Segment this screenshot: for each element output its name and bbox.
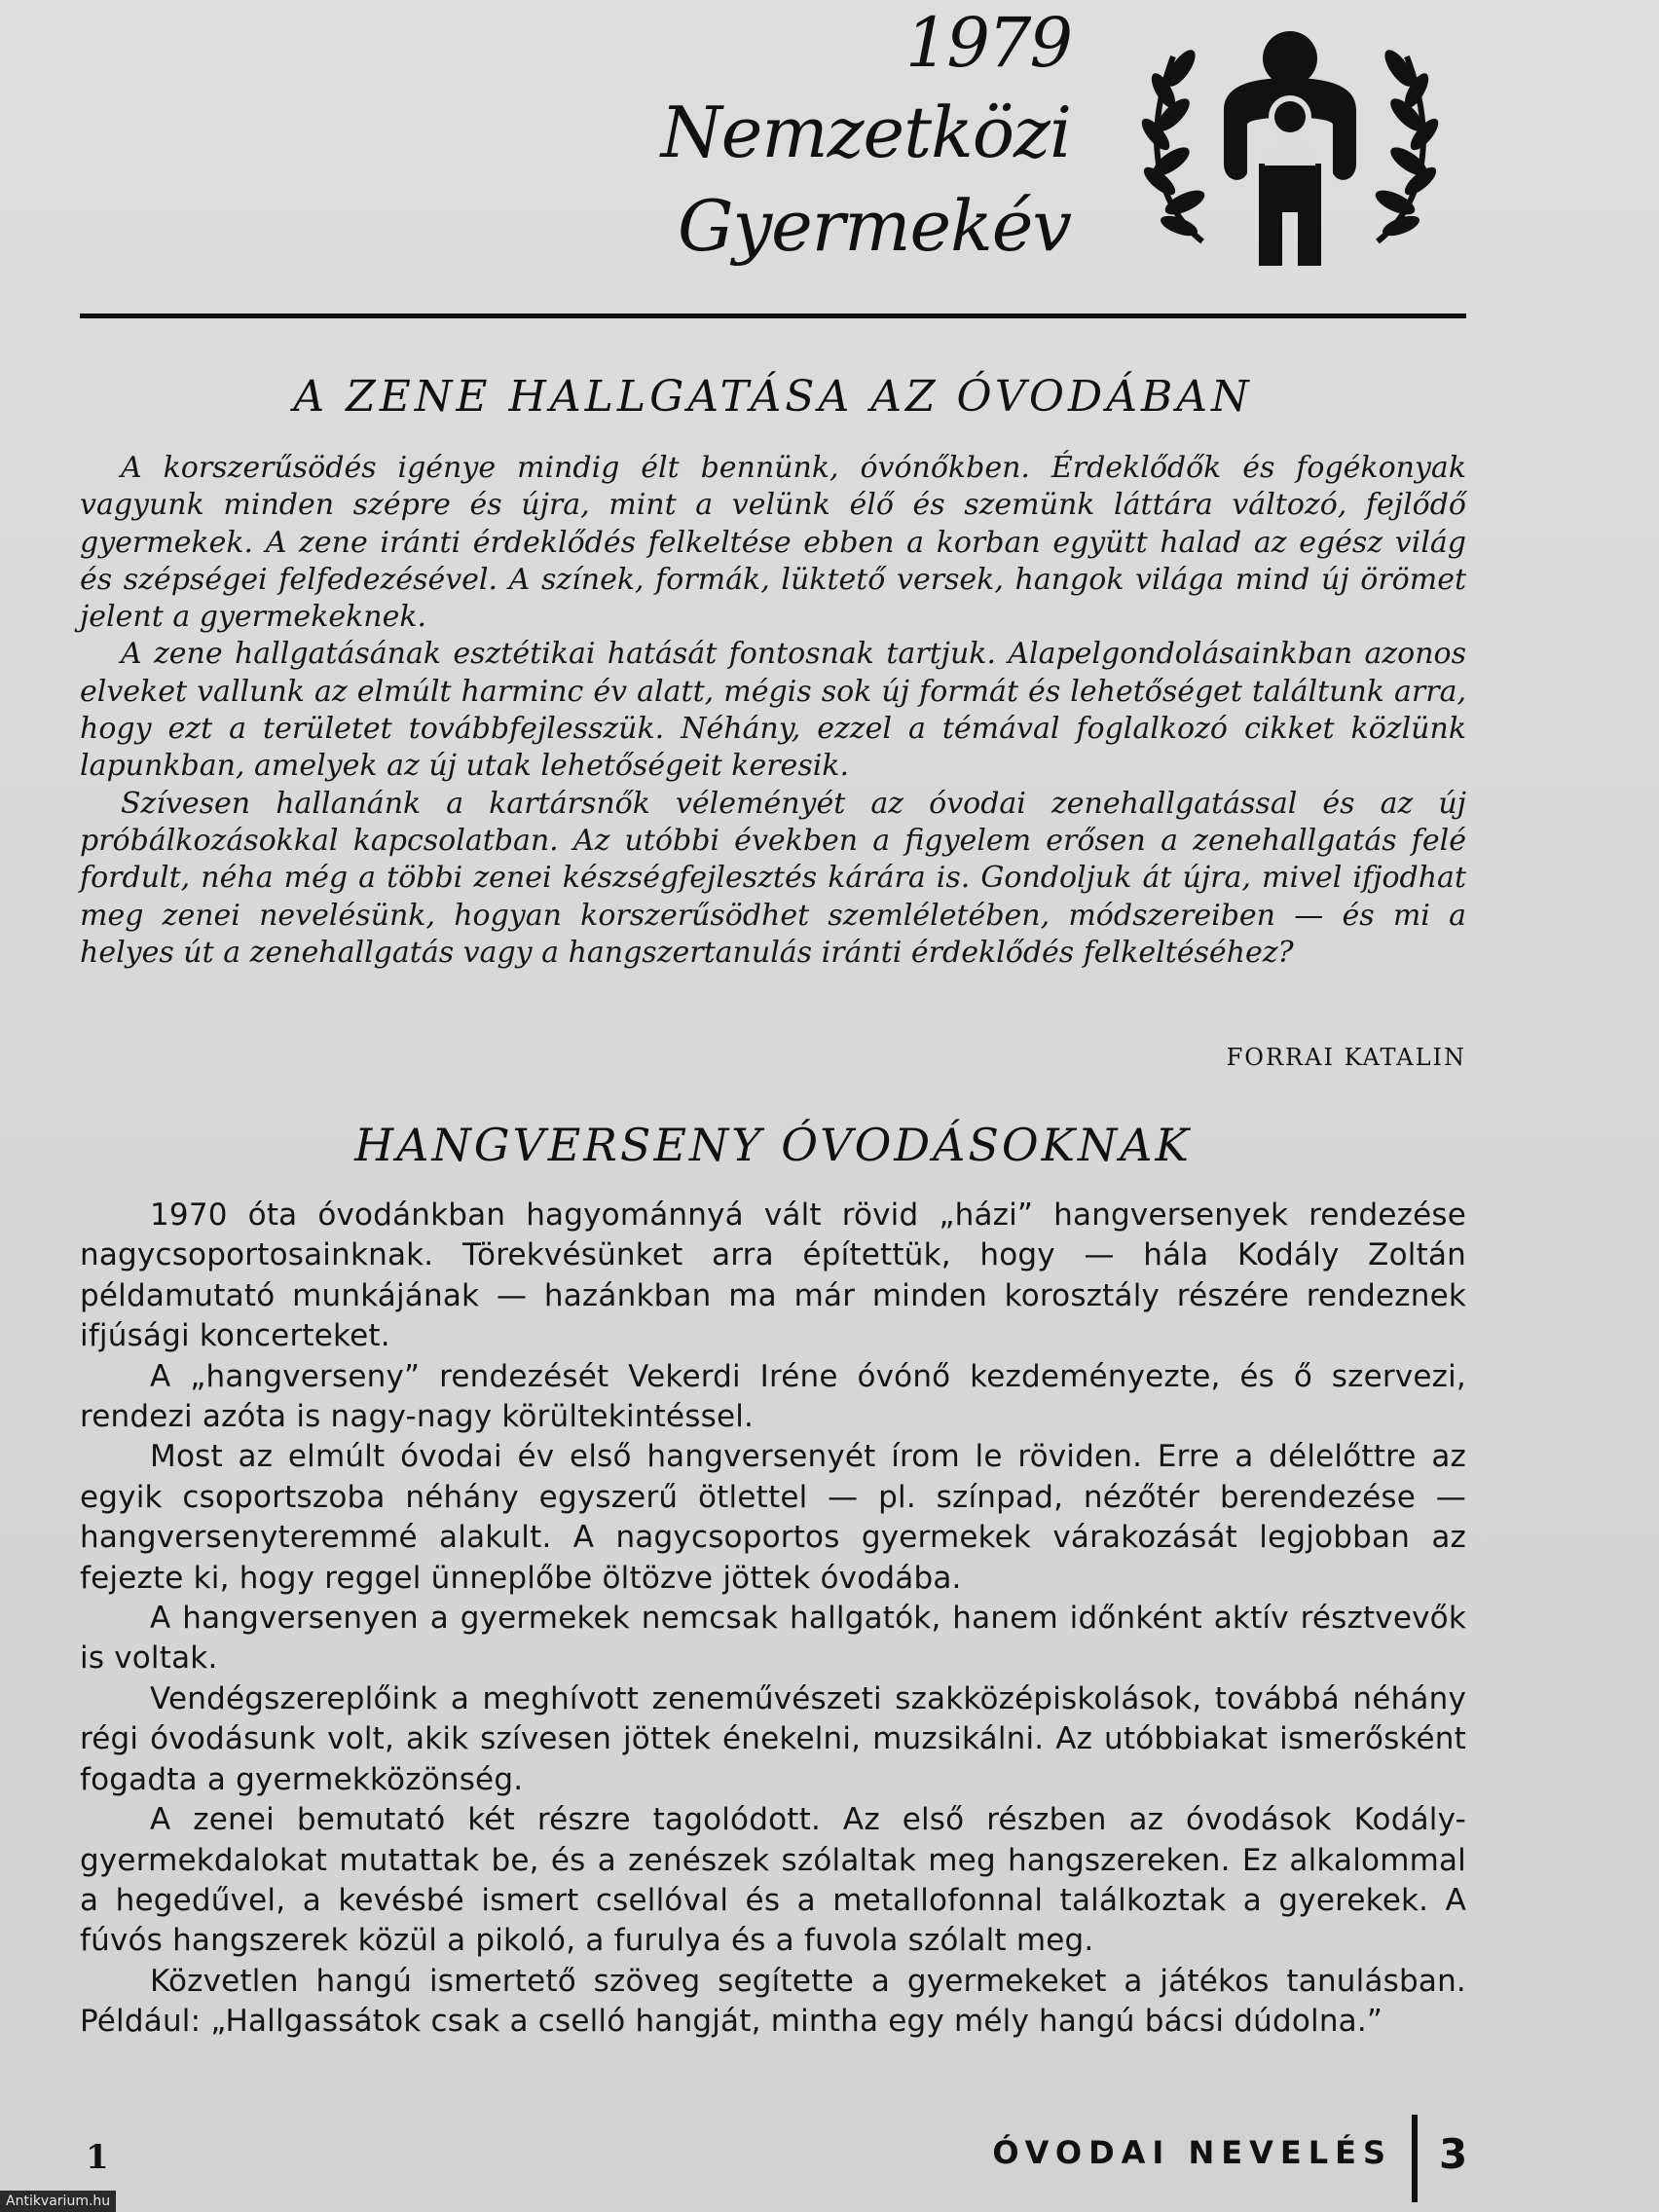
body-paragraph: 1970 óta óvodánkban hagyománnyá vált rövid „házi” hangversenyek rendezése nagycsoportosainknak. Törekvésünket arra építettük, hogy — hála Kodály Zoltán példamutató munkájának — hazánkban ma már minden korosztály részére rendeznek ifjúsági koncerteket. [80,1198,1466,1354]
masthead-line-2: Gyermekév [677,185,1071,267]
top-rule [80,313,1466,318]
intro-paragraph: A korszerűsödés igénye mindig élt bennünk, óvónőkben. Érdeklődők és fogékonyak vagyunk minden szépre és újra, mint a velünk élő és szemünk láttára változó, fejlődő gyermekek. A zene iránti érdeklődés felkeltése ebben a korban együtt halad az egész világ és szépségei felfedezésével. A színek, formák, lüktető versek, hangok világa mind új örömet jelent a gyermekeknek. [80,451,1466,635]
section-1-title: A ZENE HALLGATÁSA AZ ÓVODÁBAN [293,372,1253,422]
footer-divider [1412,2115,1418,2202]
journal-name: ÓVODAI NEVELÉS [992,2134,1392,2171]
body-paragraph: Most az elmúlt óvodai év első hangversenyét írom le röviden. Erre a délelőttre az egyik csoportszoba néhány egyszerű ötlettel — pl. színpad, nézőtér berendezése — hangversenyteremmé alakult. A nagycsoportos gyermekek várakozását legjobban az fejezte ki, hogy reggel ünneplőbe öltözve jöttek óvodába. [80,1439,1466,1596]
intro-paragraph: Szívesen hallanánk a kartársnők véleményét az óvodai zenehallgatással és az új próbálkozásokkal kapcsolatban. Az utóbbi években a figyelem erősen a zenehallgatás felé fordult, néha még a többi zenei készségfejlesztés kárára is. Gondoljuk át újra, mivel ifjodhat meg zenei nevelésünk, hogyan korszerűsödhet szemléletében, módszereiben — és mi a helyes út a zenehallgatás vagy a hangszertanulás iránti érdeklődés felkeltéséhez? [80,786,1466,970]
masthead-line-1: Nemzetközi [660,92,1071,173]
author-byline: FORRAI KATALIN [1226,1044,1466,1071]
section-2-body [80,1196,1466,2043]
masthead-title [623,0,1071,273]
watermark: Antikvarium.hu [0,2191,116,2212]
section-2-title: HANGVERSENY ÓVODÁSOKNAK [354,1119,1192,1171]
body-paragraph: A zenei bemutató két részre tagolódott. Az első részben az óvodások Kodály-gyermekdalokat mutattak be, és a zenészek szólaltak meg hangszereken. Ez alkalommal a hegedűvel, a kevésbé ismert csellóval és a metallofonnal találkoztak a gyerekek. A fúvós hangszerek közül a pikoló, a furulya és a fuvola szólalt meg. [80,1802,1466,1959]
section-1-intro [80,450,1466,972]
body-paragraph: Vendégszereplőink a meghívott zeneművészeti szakközépiskolások, továbbá néhány régi óvodásunk volt, akik szívesen jöttek énekelni, muzsikálni. Az utóbbiakat ismerősként fogadta a gyermekközönség. [80,1680,1466,1797]
intro-paragraph: A zene hallgatásának esztétikai hatását fontosnak tartjuk. Alapelgondolásainkban azonos elveket vallunk az elmúlt harminc év alatt, mégis sok új formát és lehetőséget találtunk arra, hogy ezt a területet továbbfejlesszük. Néhány, ezzel a témával foglalkozó cikket közlünk lapunkban, amelyek az új utak lehetőségeit keresik. [80,637,1466,784]
body-paragraph: A hangversenyen a gyermekek nemcsak hallgatók, hanem időnként aktív résztvevők is voltak. [80,1601,1466,1677]
body-paragraph: Közvetlen hangú ismertető szöveg segítette a gyermekeket a játékos tanulásban. Például: „Hallgassátok csak a cselló hangját, mintha egy mély hangú bácsi dúdolna.” [80,1963,1466,2040]
masthead-year: 1979 [904,3,1071,83]
page-number: 3 [1439,2130,1468,2178]
body-paragraph: A „hangverseny” rendezését Vekerdi Iréne óvónő kezdeményezte, és ő szervezi, rendezi azóta is nagy-nagy körültekintéssel. [80,1358,1466,1435]
folio-mark: 1 [86,2138,109,2177]
year-of-child-emblem-icon [1134,18,1446,280]
